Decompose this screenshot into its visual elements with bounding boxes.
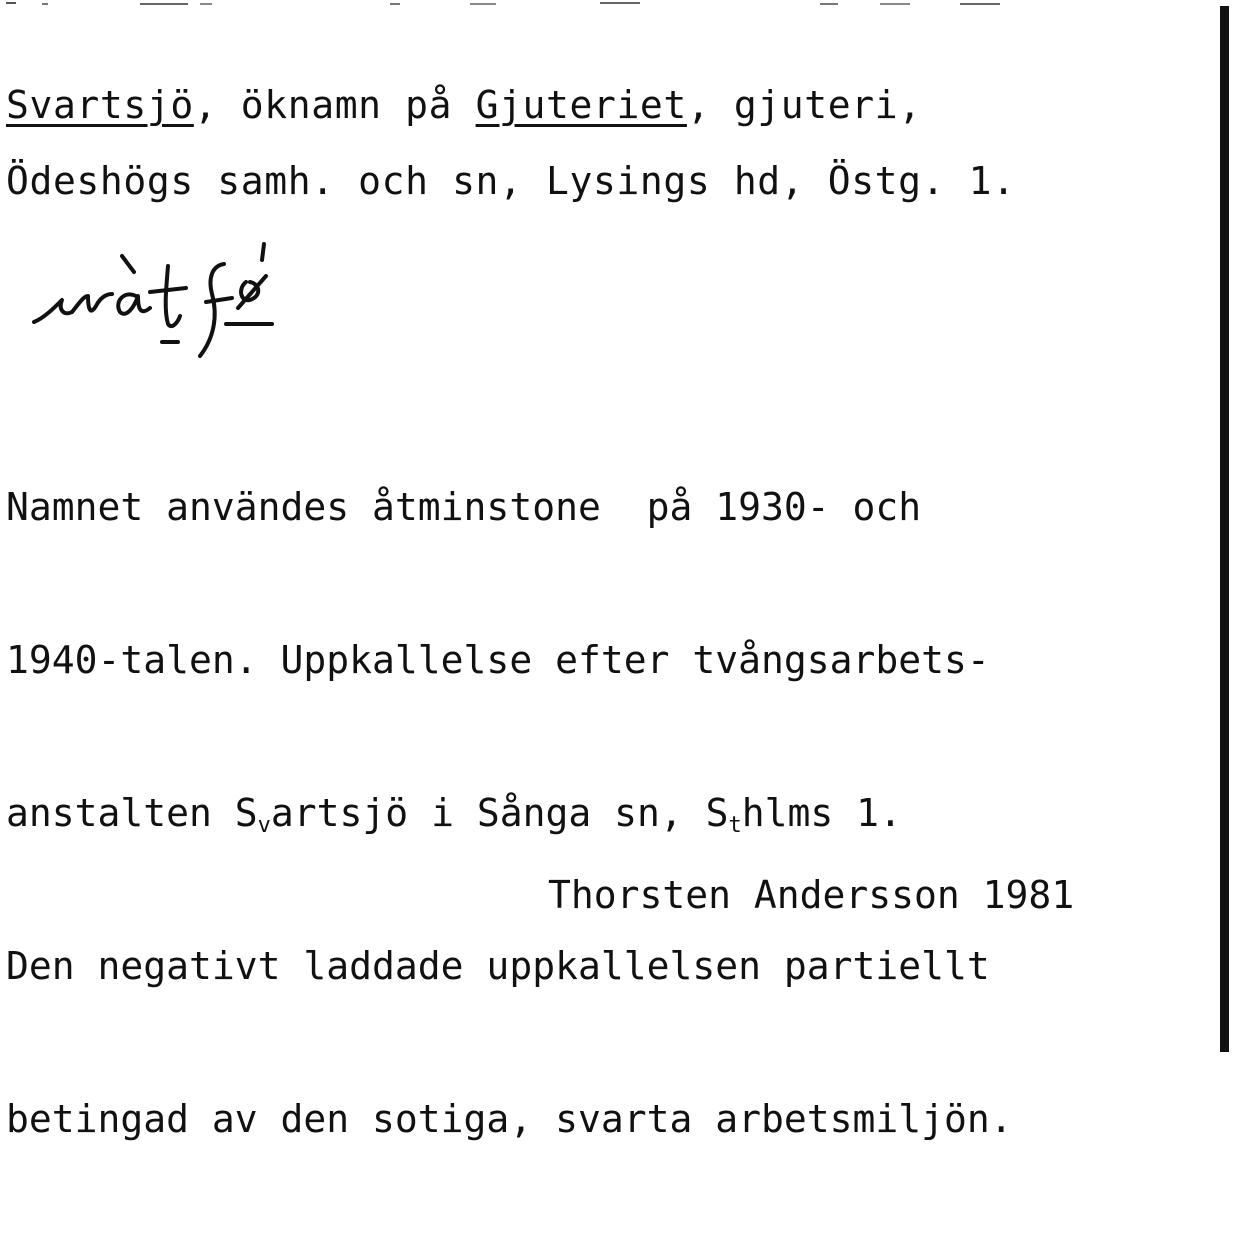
scan-specks (0, 0, 1200, 10)
headword: Svartsjö (6, 83, 194, 127)
commentary-line: 1940-talen. Uppkallelse efter tvångsarbets- (6, 638, 990, 682)
author-signature: Thorsten Andersson 1981 (548, 873, 1075, 917)
referent-place: Gjuteriet (475, 83, 687, 127)
commentary-line: betingad av den sotiga, svarta arbetsmiljön. (6, 1097, 1013, 1141)
commentary (6, 380, 1013, 1247)
location-line: Ödeshögs samh. och sn, Lysings hd, Östg. 1. (6, 159, 1016, 203)
headword-gloss: , öknamn på (193, 83, 476, 127)
commentary-line: anstalten Svartsjö i Sånga sn, Sthlms 1. (6, 791, 902, 838)
card-edge-shadow (1220, 6, 1229, 1052)
handwritten-pronunciation (28, 238, 318, 373)
commentary-line: Namnet användes åtminstone på 1930- och (6, 485, 922, 529)
commentary-line: Den negativt laddade uppkallelsen partiellt (6, 944, 990, 988)
referent-type: , gjuteri, (686, 83, 922, 127)
headword-line (6, 82, 922, 128)
